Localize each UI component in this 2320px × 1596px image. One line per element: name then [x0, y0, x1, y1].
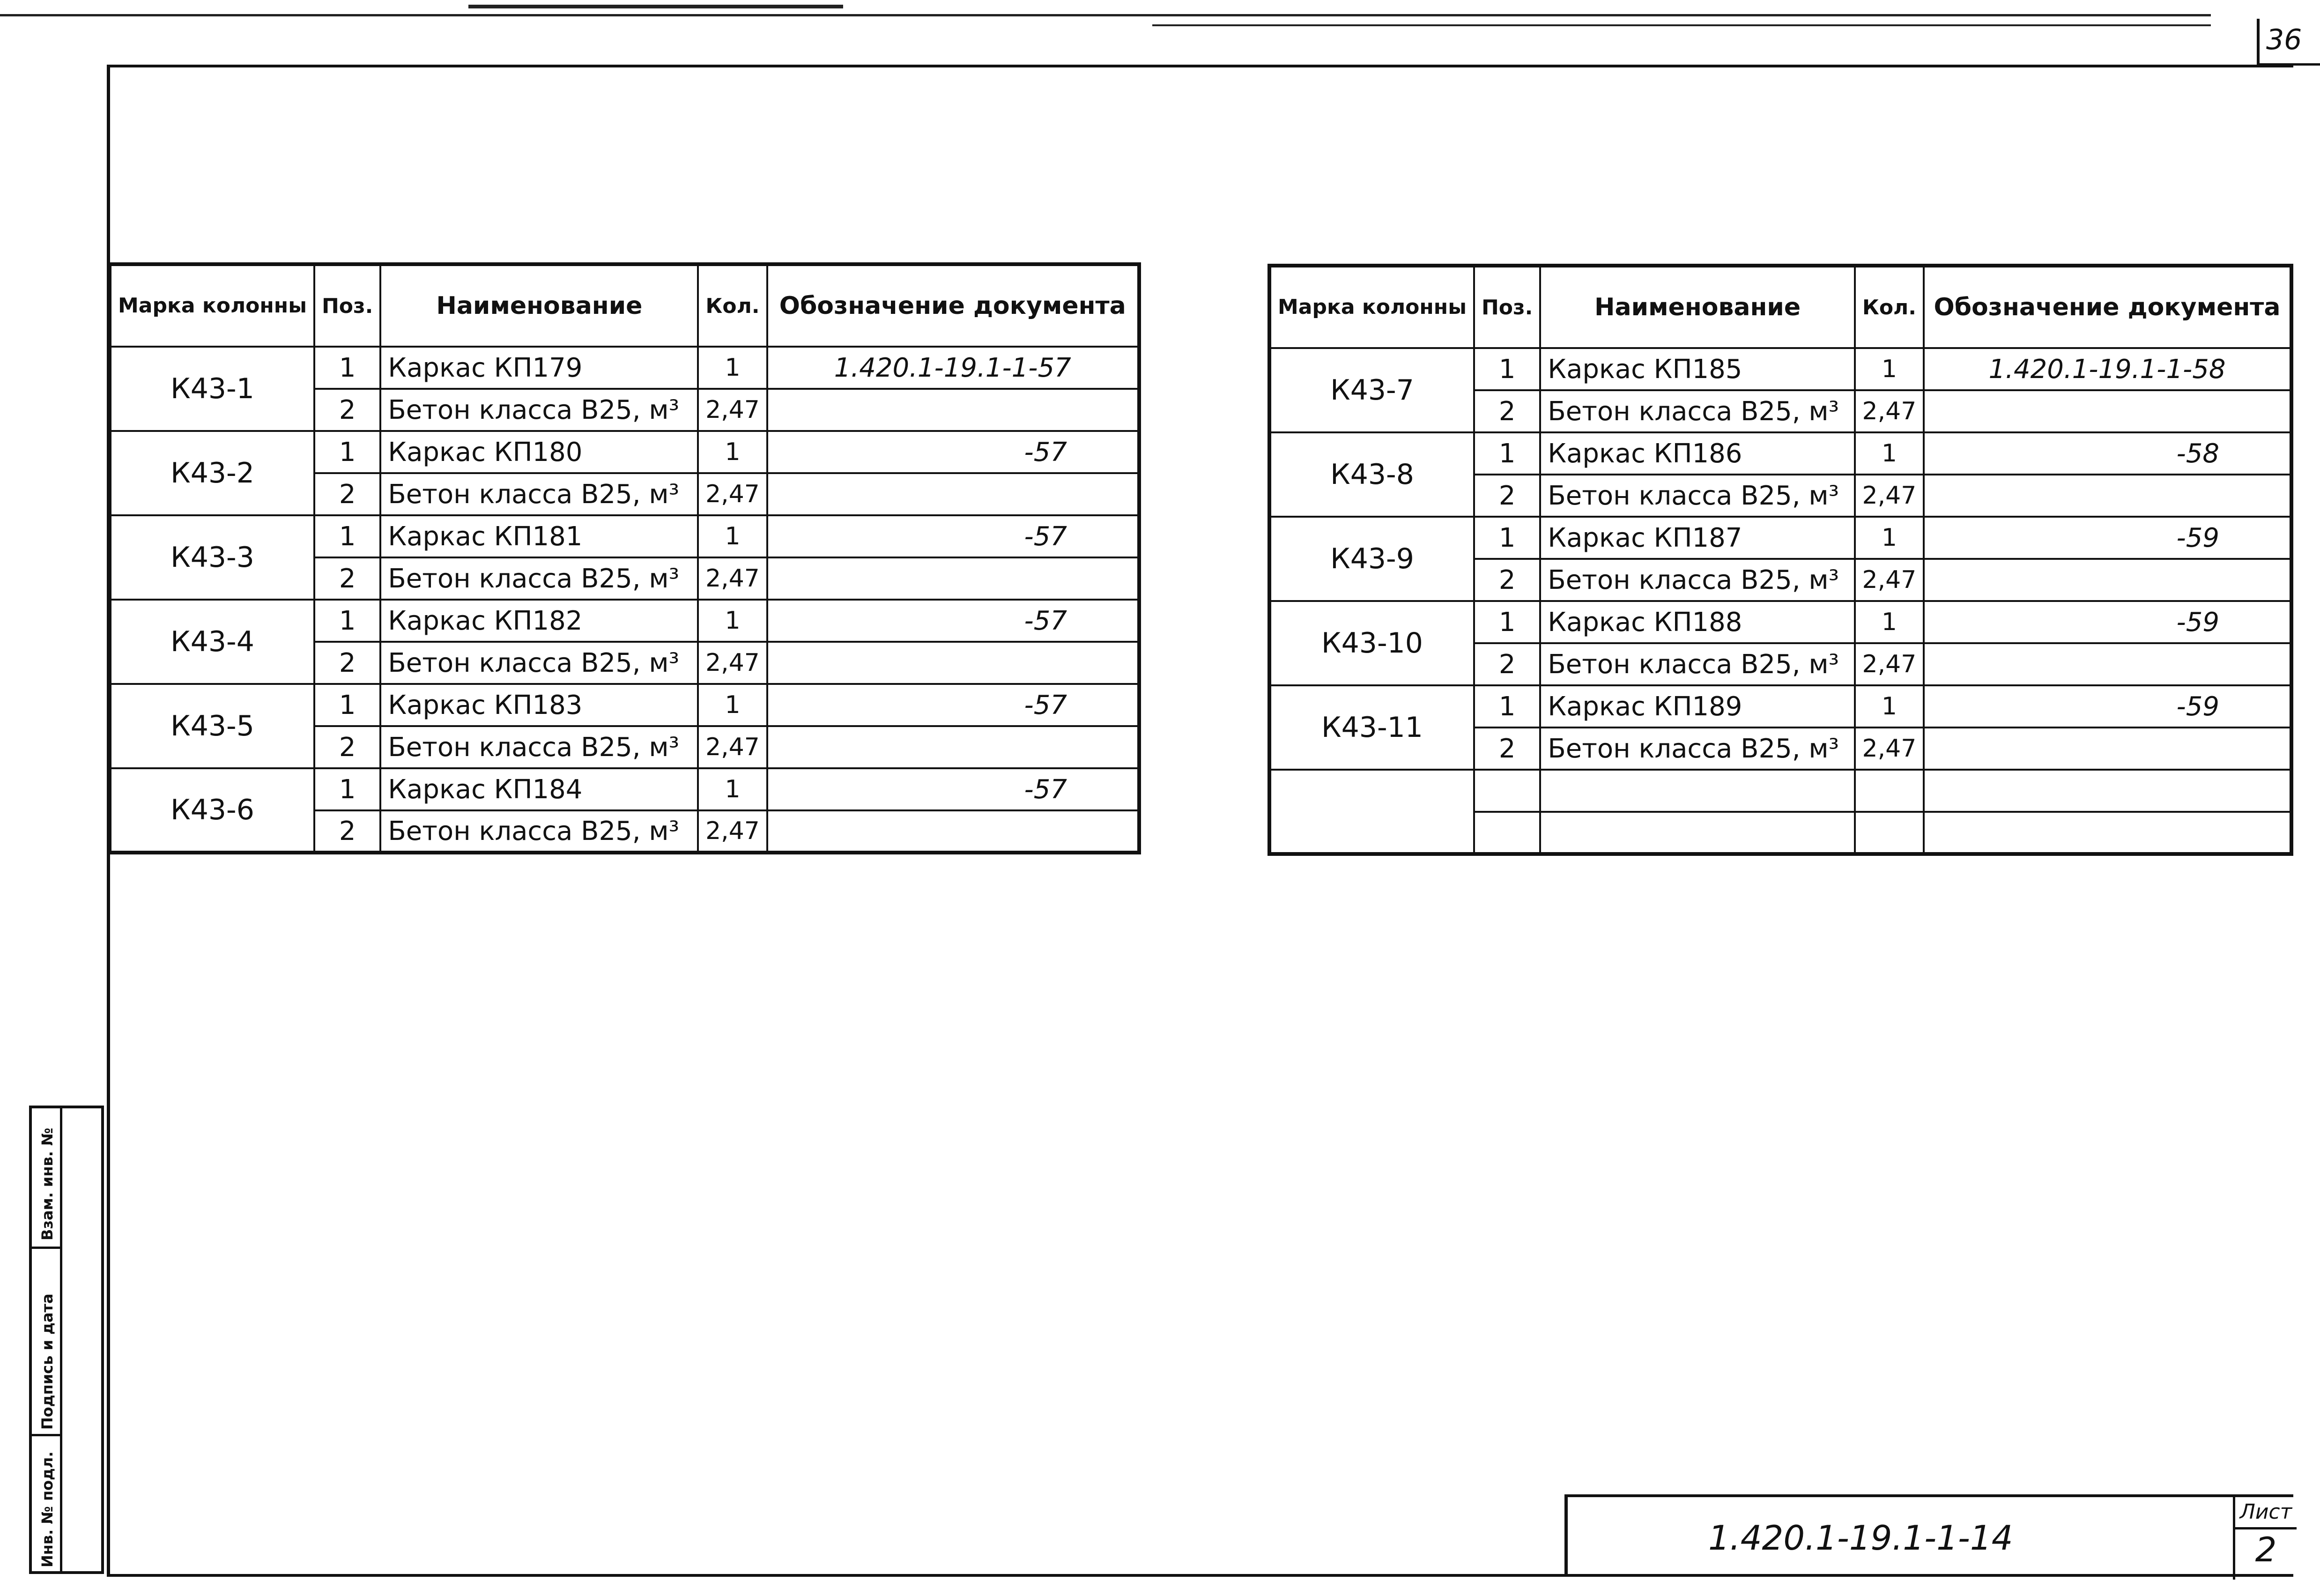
- name-cell: Каркас КП185: [1540, 348, 1855, 390]
- name-cell: Бетон класса В25, м³: [380, 473, 698, 515]
- name-cell: Каркас КП179: [380, 347, 698, 389]
- position-cell: 2: [314, 726, 380, 768]
- column-mark-cell: К43-11: [1269, 685, 1474, 770]
- position-cell: 2: [1474, 727, 1540, 770]
- document-cell: [1924, 475, 2291, 517]
- table-row: [1269, 517, 2291, 559]
- position-cell: [1474, 770, 1540, 812]
- specification-table-left: [108, 262, 1141, 854]
- position-cell: 2: [314, 810, 380, 853]
- top-border-line-2: [1152, 24, 2211, 26]
- position-cell: 2: [314, 557, 380, 600]
- quantity-cell: 1: [698, 768, 767, 810]
- position-cell: 1: [1474, 432, 1540, 475]
- header-quantity: Кол.: [698, 264, 767, 347]
- name-cell: Каркас КП189: [1540, 685, 1855, 727]
- side-approval-strip: [29, 1106, 104, 1574]
- sheet-cell: [2233, 1497, 2297, 1580]
- quantity-cell: 2,47: [1855, 559, 1924, 601]
- document-cell: [767, 389, 1139, 431]
- side-label-replacement: Взам. инв. №: [38, 1128, 56, 1240]
- table-row: [110, 600, 1139, 642]
- document-cell: -59: [1924, 517, 2291, 559]
- table-row: [1269, 348, 2291, 390]
- column-mark-cell: К43-8: [1269, 432, 1474, 517]
- name-cell: Бетон класса В25, м³: [1540, 559, 1855, 601]
- table-row: [110, 431, 1139, 473]
- position-cell: 2: [314, 389, 380, 431]
- quantity-cell: 1: [698, 600, 767, 642]
- position-cell: 1: [1474, 601, 1540, 643]
- document-cell: -57: [767, 431, 1139, 473]
- header-document: Обозначение документа: [767, 264, 1139, 347]
- column-mark-cell: К43-7: [1269, 348, 1474, 432]
- quantity-cell: 1: [698, 431, 767, 473]
- quantity-cell: 1: [698, 684, 767, 726]
- position-cell: 2: [314, 642, 380, 684]
- position-cell: 1: [1474, 685, 1540, 727]
- name-cell: Каркас КП186: [1540, 432, 1855, 475]
- title-block: [1564, 1494, 2293, 1577]
- position-cell: 2: [1474, 643, 1540, 685]
- header-document: Обозначение документа: [1924, 266, 2291, 348]
- quantity-cell: 2,47: [1855, 475, 1924, 517]
- table-header-row: [110, 264, 1139, 347]
- document-cell: [767, 642, 1139, 684]
- quantity-cell: 2,47: [1855, 727, 1924, 770]
- name-cell: Бетон класса В25, м³: [380, 810, 698, 853]
- quantity-cell: 2,47: [698, 642, 767, 684]
- name-cell: Бетон класса В25, м³: [380, 557, 698, 600]
- document-cell: 1.420.1-19.1-1-57: [767, 347, 1139, 389]
- side-strip-blank-column: [60, 1108, 101, 1571]
- name-cell: Бетон класса В25, м³: [380, 726, 698, 768]
- header-quantity: Кол.: [1855, 266, 1924, 348]
- quantity-cell: 1: [1855, 601, 1924, 643]
- name-cell: Каркас КП180: [380, 431, 698, 473]
- document-cell: -58: [1924, 432, 2291, 475]
- quantity-cell: 1: [1855, 432, 1924, 475]
- quantity-cell: 2,47: [1855, 643, 1924, 685]
- quantity-cell: 1: [698, 347, 767, 389]
- position-cell: 2: [1474, 390, 1540, 432]
- document-cell: [1924, 812, 2291, 854]
- column-mark-cell: К43-5: [110, 684, 314, 768]
- position-cell: 1: [314, 684, 380, 726]
- table-row: [1269, 432, 2291, 475]
- quantity-cell: 2,47: [1855, 390, 1924, 432]
- header-position: Поз.: [1474, 266, 1540, 348]
- name-cell: Каркас КП187: [1540, 517, 1855, 559]
- specification-table-right: [1267, 264, 2293, 856]
- position-cell: 1: [314, 347, 380, 389]
- quantity-cell: 2,47: [698, 473, 767, 515]
- side-label-original: Инв. № подл.: [38, 1451, 56, 1567]
- column-mark-cell: К43-1: [110, 347, 314, 431]
- side-cell-original: [32, 1436, 60, 1571]
- table-row: [1269, 770, 2291, 812]
- document-cell: -57: [767, 684, 1139, 726]
- name-cell: Бетон класса В25, м³: [380, 389, 698, 431]
- name-cell: Каркас КП182: [380, 600, 698, 642]
- corner-sheet-number: 36: [2257, 19, 2320, 66]
- position-cell: 1: [314, 431, 380, 473]
- sheet-label: Лист: [2235, 1497, 2297, 1529]
- column-mark-cell: К43-9: [1269, 517, 1474, 601]
- column-mark-cell: К43-2: [110, 431, 314, 515]
- header-position: Поз.: [314, 264, 380, 347]
- document-cell: [1924, 770, 2291, 812]
- quantity-cell: 2,47: [698, 389, 767, 431]
- position-cell: 2: [314, 473, 380, 515]
- document-cell: [1924, 727, 2291, 770]
- name-cell: Каркас КП183: [380, 684, 698, 726]
- quantity-cell: [1855, 812, 1924, 854]
- document-cell: -57: [767, 768, 1139, 810]
- table-row: [110, 347, 1139, 389]
- column-mark-cell: К43-3: [110, 515, 314, 600]
- table-row: [110, 768, 1139, 810]
- top-border-line: [0, 14, 2211, 16]
- document-cell: [767, 473, 1139, 515]
- quantity-cell: 1: [1855, 348, 1924, 390]
- name-cell: Бетон класса В25, м³: [1540, 390, 1855, 432]
- quantity-cell: 2,47: [698, 726, 767, 768]
- position-cell: 1: [314, 600, 380, 642]
- name-cell: Каркас КП188: [1540, 601, 1855, 643]
- header-name: Наименование: [380, 264, 698, 347]
- name-cell: Каркас КП181: [380, 515, 698, 557]
- document-cell: [767, 557, 1139, 600]
- document-cell: 1.420.1-19.1-1-58: [1924, 348, 2291, 390]
- quantity-cell: 1: [698, 515, 767, 557]
- position-cell: 1: [1474, 348, 1540, 390]
- header-mark: Марка колонны: [1269, 266, 1474, 348]
- side-label-signature: Подпись и дата: [38, 1293, 56, 1430]
- document-cell: -57: [767, 600, 1139, 642]
- document-cell: [1924, 390, 2291, 432]
- quantity-cell: 2,47: [698, 810, 767, 853]
- column-mark-cell: К43-4: [110, 600, 314, 684]
- table-row: [1269, 601, 2291, 643]
- name-cell: Бетон класса В25, м³: [1540, 475, 1855, 517]
- name-cell: [1540, 812, 1855, 854]
- document-cell: [1924, 559, 2291, 601]
- header-mark: Марка колонны: [110, 264, 314, 347]
- name-cell: Каркас КП184: [380, 768, 698, 810]
- column-mark-cell: К43-10: [1269, 601, 1474, 685]
- table-row: [110, 515, 1139, 557]
- quantity-cell: 2,47: [698, 557, 767, 600]
- sheet-number: 2: [2255, 1530, 2277, 1569]
- table-header-row: [1269, 266, 2291, 348]
- column-mark-cell: К43-6: [110, 768, 314, 853]
- name-cell: Бетон класса В25, м³: [1540, 643, 1855, 685]
- document-cell: [767, 810, 1139, 853]
- document-cell: -57: [767, 515, 1139, 557]
- position-cell: 2: [1474, 559, 1540, 601]
- position-cell: 1: [1474, 517, 1540, 559]
- position-cell: 1: [314, 515, 380, 557]
- position-cell: 2: [1474, 475, 1540, 517]
- quantity-cell: 1: [1855, 517, 1924, 559]
- top-border-fragment: [468, 5, 843, 8]
- quantity-cell: [1855, 770, 1924, 812]
- quantity-cell: 1: [1855, 685, 1924, 727]
- document-cell: -59: [1924, 685, 2291, 727]
- column-mark-cell: [1269, 770, 1474, 854]
- table-row: [110, 684, 1139, 726]
- header-name: Наименование: [1540, 266, 1855, 348]
- document-cell: [767, 726, 1139, 768]
- name-cell: Бетон класса В25, м³: [1540, 727, 1855, 770]
- side-cell-signature: [32, 1249, 60, 1436]
- document-cell: -59: [1924, 601, 2291, 643]
- table-row: [1269, 685, 2291, 727]
- name-cell: Бетон класса В25, м³: [380, 642, 698, 684]
- name-cell: [1540, 770, 1855, 812]
- document-code: 1.420.1-19.1-1-14: [1708, 1518, 2013, 1558]
- position-cell: [1474, 812, 1540, 854]
- side-cell-replacement: [32, 1108, 60, 1249]
- position-cell: 1: [314, 768, 380, 810]
- document-cell: [1924, 643, 2291, 685]
